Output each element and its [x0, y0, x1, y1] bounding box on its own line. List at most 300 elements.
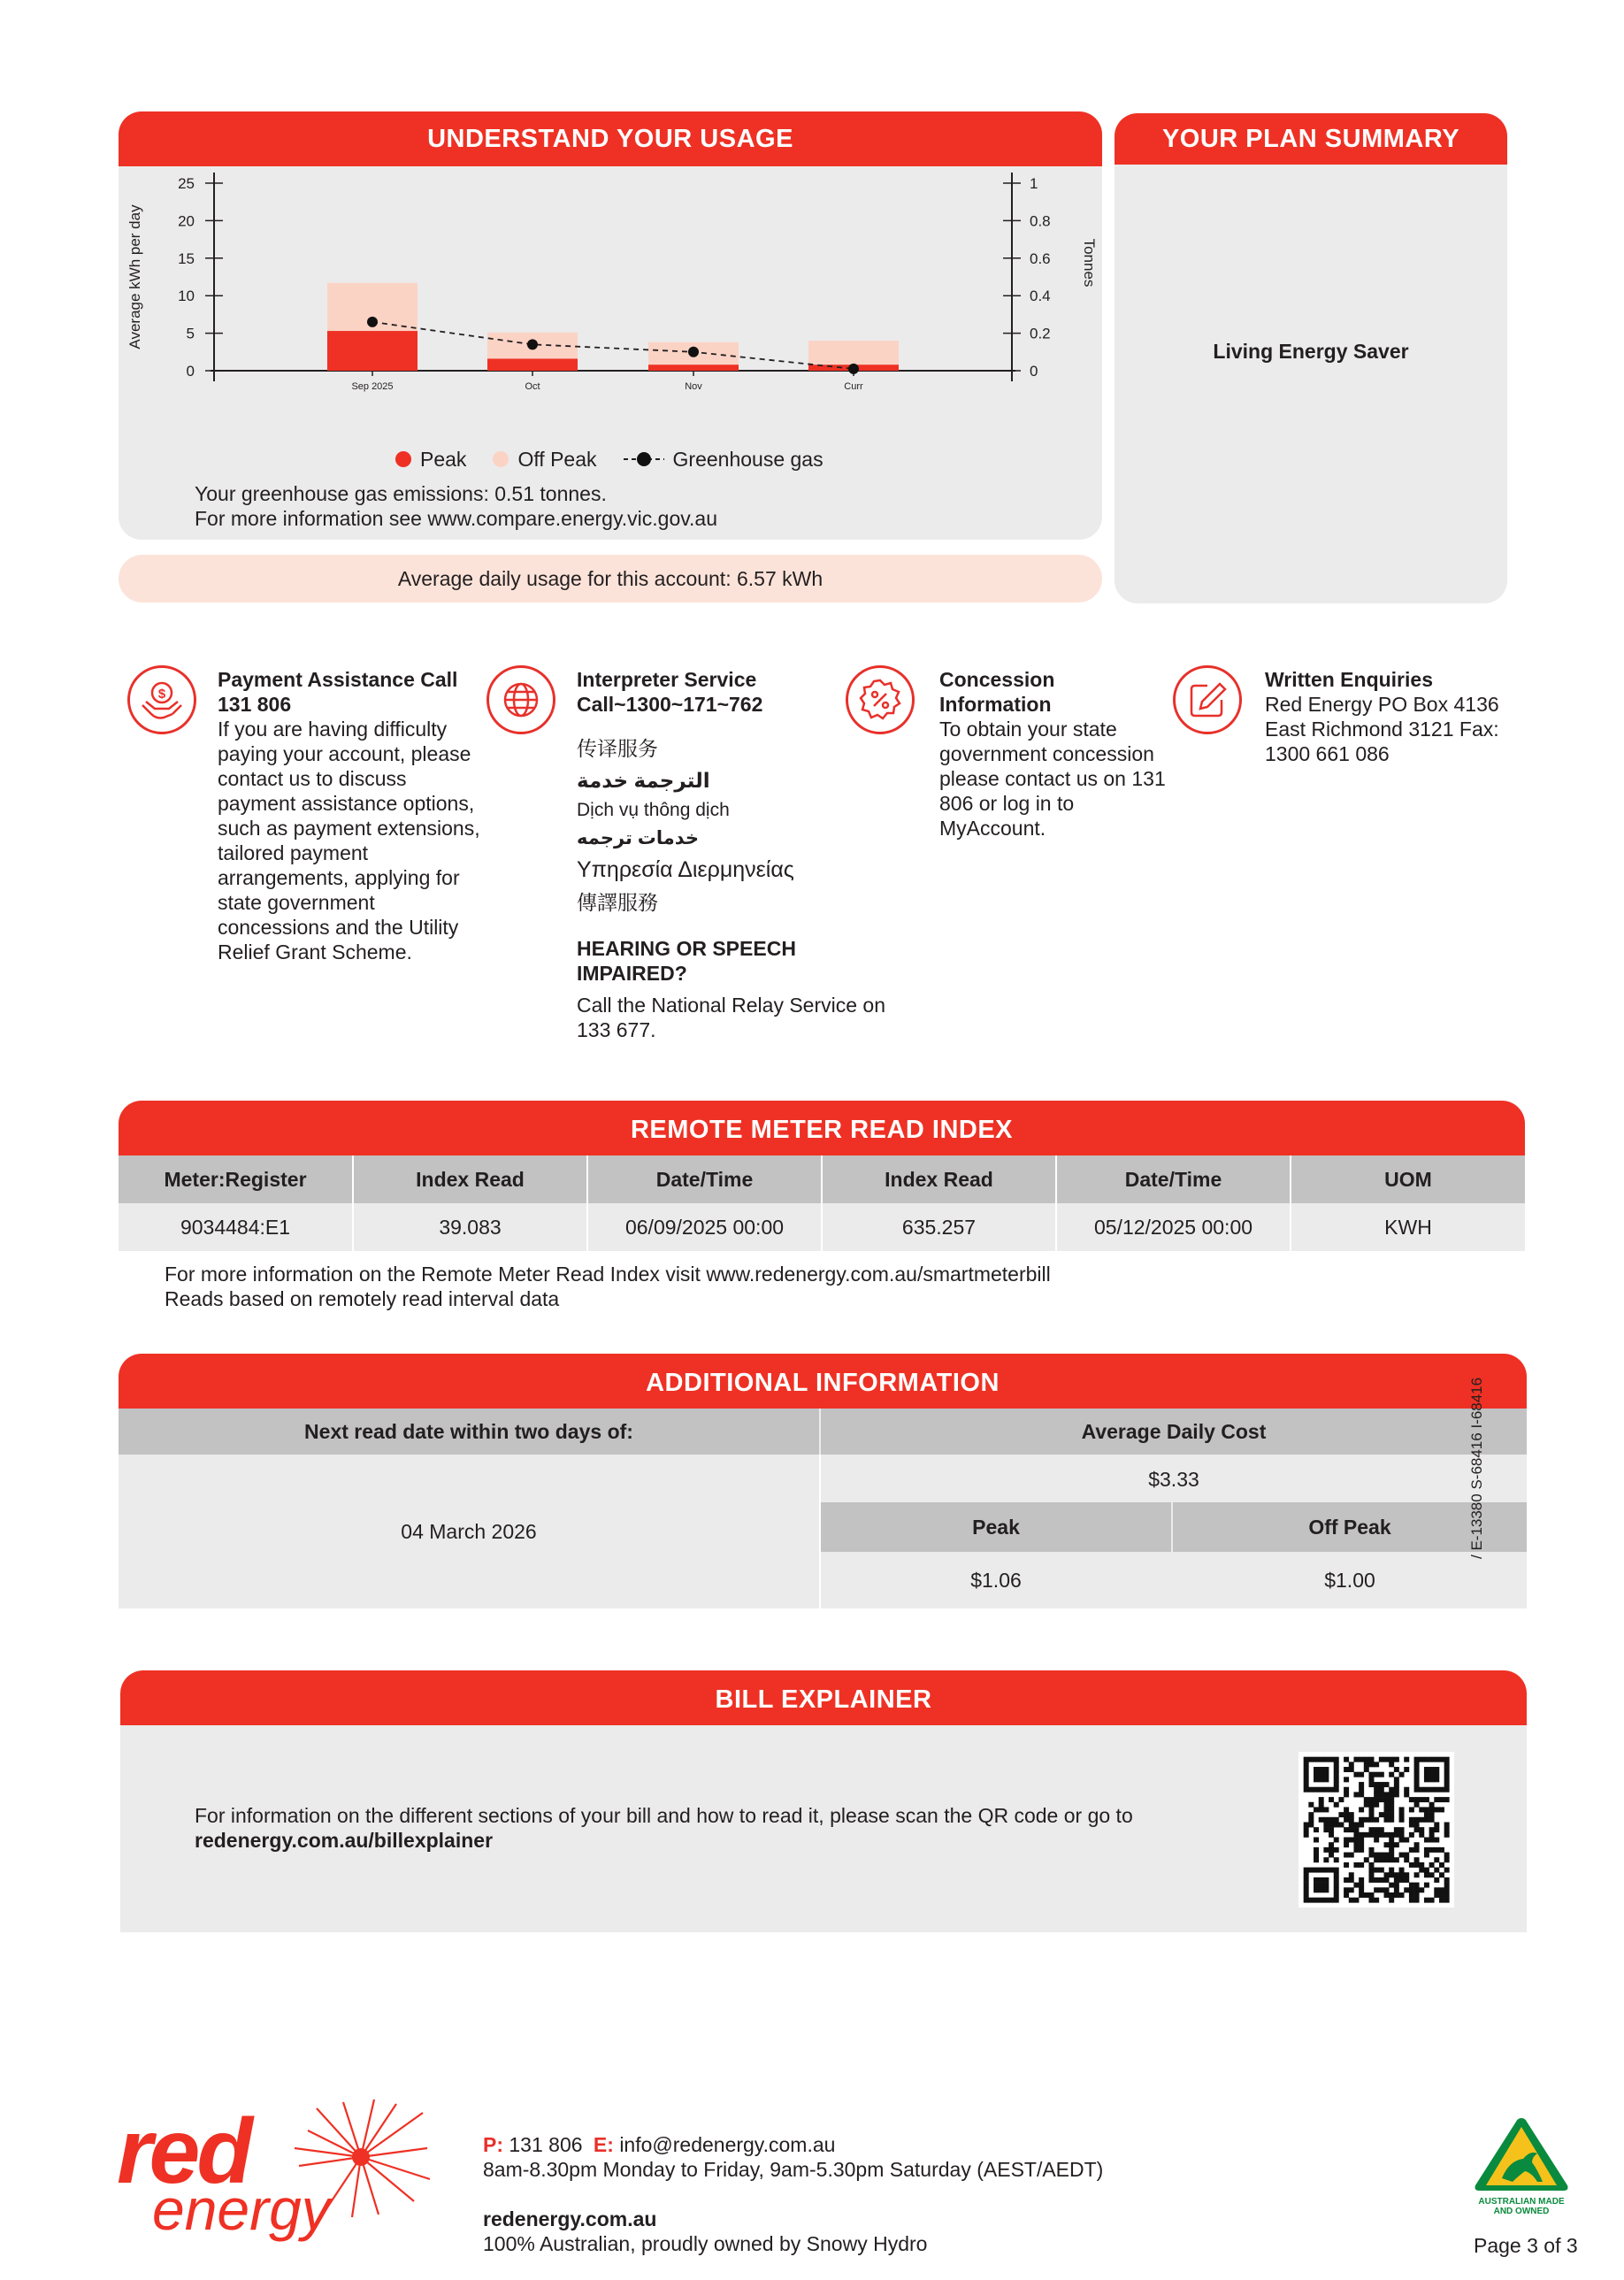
qr-module: [1304, 1772, 1309, 1777]
qr-module: [1368, 1802, 1374, 1808]
hearing-title-2: IMPAIRED?: [577, 962, 687, 985]
qr-module: [1434, 1847, 1439, 1853]
y2-tick-label: 0.6: [1030, 249, 1051, 267]
qr-module: [1334, 1887, 1339, 1892]
qr-module: [1329, 1847, 1334, 1853]
qr-module: [1409, 1898, 1414, 1903]
qr-module: [1349, 1827, 1354, 1832]
qr-module: [1389, 1857, 1394, 1862]
qr-module: [1334, 1838, 1339, 1843]
y2-tick-label: 0.8: [1030, 212, 1051, 230]
qr-module: [1439, 1757, 1444, 1762]
qr-module: [1424, 1872, 1429, 1877]
qr-module: [1384, 1892, 1390, 1898]
qr-module: [1308, 1787, 1314, 1793]
side-code: / E-13380 S-68416 I-68416: [1468, 1377, 1485, 1559]
qr-module: [1314, 1827, 1319, 1832]
concession-title-2: Information: [939, 693, 1052, 716]
next-read-value: 04 March 2026: [401, 1520, 537, 1543]
concession-title: Concession: [939, 668, 1055, 691]
qr-module: [1323, 1883, 1329, 1888]
qr-module: [1314, 1853, 1319, 1858]
qr-module: [1379, 1812, 1384, 1817]
qr-module: [1419, 1832, 1424, 1838]
qr-module: [1439, 1887, 1444, 1892]
qr-module: [1379, 1827, 1384, 1832]
qr-module: [1389, 1872, 1394, 1877]
qr-module: [1374, 1827, 1379, 1832]
footer-email[interactable]: info@redenergy.com.au: [619, 2133, 836, 2156]
qr-module: [1349, 1822, 1354, 1827]
qr-module: [1444, 1772, 1450, 1777]
qr-module: [1344, 1827, 1349, 1832]
bar-peak: [487, 358, 578, 371]
qr-module: [1399, 1772, 1405, 1777]
qr-module: [1359, 1807, 1364, 1812]
qr-module: [1404, 1857, 1409, 1862]
qr-module: [1323, 1887, 1329, 1892]
qr-module: [1323, 1827, 1329, 1832]
qr-module: [1434, 1807, 1439, 1812]
col-index-read-2: Index Read: [822, 1155, 1056, 1203]
qr-module: [1368, 1877, 1374, 1883]
qr-module: [1384, 1887, 1390, 1892]
qr-module: [1308, 1868, 1314, 1873]
qr-module: [1319, 1868, 1324, 1873]
avg-cost-value: $3.33: [1148, 1468, 1199, 1491]
plan-title: YOUR PLAN SUMMARY: [1115, 113, 1507, 165]
lang-chinese-traditional: 傳譯服務: [577, 891, 658, 914]
explainer-link[interactable]: redenergy.com.au/billexplainer: [195, 1829, 494, 1852]
qr-module: [1364, 1757, 1369, 1762]
qr-module: [1444, 1857, 1450, 1862]
qr-module: [1414, 1757, 1420, 1762]
qr-module: [1394, 1887, 1399, 1892]
svg-text:$: $: [157, 687, 166, 702]
qr-module: [1409, 1862, 1414, 1868]
footer-hours: 8am-8.30pm Monday to Friday, 9am-5.30pm Saturday (AEST/AEDT): [483, 2158, 1104, 2181]
qr-module: [1314, 1887, 1319, 1892]
qr-module: [1424, 1767, 1429, 1772]
qr-module: [1349, 1817, 1354, 1823]
qr-module: [1308, 1757, 1314, 1762]
qr-module: [1389, 1787, 1394, 1793]
qr-module: [1353, 1842, 1359, 1847]
payment-title: Payment Assistance Call: [218, 668, 458, 691]
emissions-text: Your greenhouse gas emissions: 0.51 tonnes.: [195, 482, 607, 505]
qr-module: [1374, 1887, 1379, 1892]
qr-module: [1389, 1832, 1394, 1838]
avg-cost-label: Average Daily Cost: [821, 1409, 1527, 1455]
qr-module: [1444, 1868, 1450, 1873]
qr-module: [1344, 1862, 1349, 1868]
qr-module: [1359, 1792, 1364, 1797]
meter-note-2: Reads based on remotely read interval data: [165, 1287, 560, 1310]
y2-tick-label: 0.2: [1030, 325, 1051, 342]
qr-module: [1368, 1862, 1374, 1868]
qr-module: [1434, 1767, 1439, 1772]
page-number: Page 3 of 3: [1474, 2234, 1578, 2257]
qr-module: [1334, 1892, 1339, 1898]
qr-module: [1334, 1782, 1339, 1787]
qr-module: [1409, 1797, 1414, 1802]
qr-module: [1389, 1883, 1394, 1888]
qr-module: [1444, 1762, 1450, 1767]
meter-header-row: [119, 1155, 1525, 1203]
y2-tick-label: 1: [1030, 175, 1038, 192]
bar-peak: [648, 365, 739, 371]
qr-module: [1414, 1822, 1420, 1827]
qr-module: [1419, 1862, 1424, 1868]
qr-module: [1434, 1877, 1439, 1883]
lang-vietnamese: Dịch vụ thông dịch: [577, 800, 730, 820]
qr-module: [1359, 1772, 1364, 1777]
qr-module: [1404, 1757, 1409, 1762]
qr-module: [1323, 1767, 1329, 1772]
qr-module: [1409, 1892, 1414, 1898]
qr-module: [1368, 1872, 1374, 1877]
footer-phone[interactable]: 131 806: [509, 2133, 583, 2156]
qr-module: [1338, 1797, 1344, 1802]
qr-module: [1329, 1757, 1334, 1762]
qr-module: [1414, 1817, 1420, 1823]
qr-module: [1384, 1872, 1390, 1877]
qr-module: [1419, 1827, 1424, 1832]
offpeak-label: Off Peak: [1173, 1502, 1527, 1552]
qr-module: [1319, 1772, 1324, 1777]
qr-module: [1334, 1898, 1339, 1903]
qr-module: [1414, 1883, 1420, 1888]
qr-module: [1394, 1767, 1399, 1772]
qr-module: [1319, 1797, 1324, 1802]
qr-module: [1414, 1782, 1420, 1787]
qr-module: [1424, 1868, 1429, 1873]
qr-module: [1334, 1822, 1339, 1827]
qr-module: [1359, 1892, 1364, 1898]
qr-module: [1344, 1817, 1349, 1823]
qr-module: [1434, 1797, 1439, 1802]
qr-module: [1359, 1847, 1364, 1853]
qr-module: [1344, 1838, 1349, 1843]
qr-module: [1359, 1842, 1364, 1847]
x-tick-label: Nov: [685, 381, 702, 392]
edit-icon: [1173, 665, 1242, 734]
y-axis-label: Average kWh per day: [126, 204, 143, 349]
qr-module: [1404, 1853, 1409, 1858]
qr-module: [1414, 1797, 1420, 1802]
qr-module: [1323, 1868, 1329, 1873]
qr-module: [1304, 1887, 1309, 1892]
table-row: [119, 1203, 1525, 1251]
legend-peak: Peak: [420, 447, 467, 471]
qr-module: [1334, 1777, 1339, 1782]
qr-module: [1389, 1802, 1394, 1808]
footer-ownership: 100% Australian, proudly owned by Snowy Hydro: [483, 2232, 928, 2255]
qr-module: [1389, 1853, 1394, 1858]
qr-module: [1319, 1807, 1324, 1812]
qr-module: [1374, 1802, 1379, 1808]
legend-peak-swatch: [395, 451, 411, 467]
qr-module: [1434, 1887, 1439, 1892]
legend-ghg-swatch: [624, 450, 664, 468]
qr-module: [1409, 1822, 1414, 1827]
ghg-point: [688, 347, 699, 357]
qr-module: [1404, 1887, 1409, 1892]
qr-module: [1384, 1802, 1390, 1808]
qr-module: [1444, 1853, 1450, 1858]
qr-module: [1434, 1892, 1439, 1898]
qr-module: [1374, 1898, 1379, 1903]
qr-module: [1368, 1853, 1374, 1858]
footer-website[interactable]: redenergy.com.au: [483, 2207, 657, 2230]
qr-module: [1314, 1898, 1319, 1903]
qr-module: [1334, 1757, 1339, 1762]
qr-module: [1329, 1898, 1334, 1903]
qr-module: [1334, 1877, 1339, 1883]
qr-module: [1353, 1898, 1359, 1903]
qr-module: [1434, 1827, 1439, 1832]
peak-label: Peak: [821, 1502, 1171, 1552]
logo-splash-icon: [290, 2095, 432, 2219]
phone-label: P:: [483, 2133, 503, 2156]
qr-module: [1319, 1817, 1324, 1823]
peak-value: $1.06: [970, 1569, 1022, 1592]
usage-chart: [119, 166, 1102, 432]
qr-module: [1334, 1857, 1339, 1862]
legend-offpeak: Off Peak: [517, 447, 597, 471]
y-tick-label: 5: [186, 325, 195, 342]
col-uom: UOM: [1291, 1155, 1525, 1203]
plan-panel: [1115, 113, 1507, 603]
qr-module: [1409, 1883, 1414, 1888]
y2-tick-label: 0.4: [1030, 288, 1051, 305]
qr-module: [1444, 1883, 1450, 1888]
qr-module: [1368, 1772, 1374, 1777]
explainer-title: BILL EXPLAINER: [120, 1670, 1527, 1725]
qr-module: [1414, 1862, 1420, 1868]
interpreter-info: [577, 667, 895, 1042]
interpreter-phone: Call~1300~171~762: [577, 693, 763, 716]
qr-module: [1344, 1853, 1349, 1858]
qr-module: [1368, 1777, 1374, 1782]
qr-module: [1414, 1787, 1420, 1793]
qr-module: [1374, 1838, 1379, 1843]
qr-module: [1424, 1817, 1429, 1823]
cell-meter-register: 9034484:E1: [119, 1203, 353, 1251]
qr-module: [1374, 1787, 1379, 1793]
qr-module: [1414, 1872, 1420, 1877]
qr-module: [1319, 1767, 1324, 1772]
qr-module: [1349, 1887, 1354, 1892]
qr-module: [1314, 1787, 1319, 1793]
qr-module: [1379, 1757, 1384, 1762]
col-meter-register: Meter:Register: [119, 1155, 353, 1203]
qr-module: [1379, 1857, 1384, 1862]
qr-module: [1429, 1827, 1435, 1832]
more-info-text: For more information see www.compare.energy.vic.gov.au: [195, 507, 718, 530]
qr-module: [1359, 1757, 1364, 1762]
qr-module: [1379, 1887, 1384, 1892]
qr-module: [1409, 1817, 1414, 1823]
qr-module: [1394, 1827, 1399, 1832]
legend-ghg: Greenhouse gas: [672, 447, 823, 471]
payment-phone: 131 806: [218, 693, 292, 716]
written-body: Red Energy PO Box 4136 East Richmond 3121 Fax: 1300 661 086: [1265, 693, 1499, 765]
qr-module: [1394, 1883, 1399, 1888]
kangaroo-triangle-icon: [1468, 2115, 1574, 2192]
qr-module: [1319, 1883, 1324, 1888]
qr-module: [1424, 1797, 1429, 1802]
qr-module: [1384, 1842, 1390, 1847]
interpreter-title: Interpreter Service: [577, 668, 757, 691]
qr-module: [1329, 1868, 1334, 1873]
qr-module: [1308, 1822, 1314, 1827]
additional-grid: [119, 1409, 1527, 1608]
bar-peak: [327, 331, 417, 371]
qr-module: [1444, 1877, 1450, 1883]
qr-module: [1424, 1853, 1429, 1858]
qr-module: [1349, 1898, 1354, 1903]
col-index-read-1: Index Read: [353, 1155, 587, 1203]
qr-module: [1304, 1898, 1309, 1903]
qr-module: [1338, 1822, 1344, 1827]
qr-module: [1329, 1853, 1334, 1858]
qr-module: [1329, 1832, 1334, 1838]
qr-module: [1414, 1842, 1420, 1847]
qr-module: [1424, 1787, 1429, 1793]
qr-module: [1374, 1762, 1379, 1767]
qr-module: [1379, 1868, 1384, 1873]
qr-module: [1368, 1817, 1374, 1823]
y-tick-label: 15: [178, 249, 195, 267]
qr-module: [1429, 1767, 1435, 1772]
qr-module: [1359, 1887, 1364, 1892]
cell-datetime-2: 05/12/2025 00:00: [1056, 1203, 1291, 1251]
ghg-point: [367, 317, 378, 327]
cell-uom: KWH: [1291, 1203, 1525, 1251]
qr-module: [1399, 1817, 1405, 1823]
qr-module: [1429, 1807, 1435, 1812]
qr-module: [1314, 1847, 1319, 1853]
qr-module: [1429, 1802, 1435, 1808]
qr-module: [1304, 1892, 1309, 1898]
qr-module: [1434, 1772, 1439, 1777]
qr-module: [1334, 1762, 1339, 1767]
qr-module: [1419, 1817, 1424, 1823]
qr-module: [1429, 1838, 1435, 1843]
qr-module: [1349, 1767, 1354, 1772]
qr-module: [1404, 1838, 1409, 1843]
qr-module: [1389, 1762, 1394, 1767]
qr-module: [1308, 1802, 1314, 1808]
usage-panel: [119, 111, 1102, 540]
qr-module: [1409, 1887, 1414, 1892]
qr-module: [1319, 1777, 1324, 1782]
qr-module: [1444, 1757, 1450, 1762]
qr-module: [1359, 1862, 1364, 1868]
qr-module: [1374, 1817, 1379, 1823]
avg-daily-usage: Average daily usage for this account: 6.57 kWh: [119, 555, 1102, 603]
offpeak-value: $1.00: [1324, 1569, 1375, 1592]
qr-module: [1399, 1832, 1405, 1838]
x-tick-label: Curr: [844, 381, 863, 392]
qr-module: [1359, 1877, 1364, 1883]
qr-module: [1304, 1787, 1309, 1793]
australian-made-text: AUSTRALIAN MADE AND OWNED: [1478, 2197, 1565, 2216]
qr-module: [1439, 1847, 1444, 1853]
qr-module: [1424, 1757, 1429, 1762]
qr-module: [1389, 1868, 1394, 1873]
lang-arabic: الترجمة خدمة: [577, 769, 710, 792]
qr-module: [1419, 1797, 1424, 1802]
qr-module: [1409, 1807, 1414, 1812]
qr-module: [1389, 1772, 1394, 1777]
qr-module: [1414, 1802, 1420, 1808]
qr-module: [1384, 1792, 1390, 1797]
qr-module: [1359, 1787, 1364, 1793]
ghg-point: [527, 339, 538, 349]
qr-module: [1434, 1857, 1439, 1862]
qr-module: [1304, 1777, 1309, 1782]
qr-module: [1409, 1847, 1414, 1853]
qr-module: [1424, 1838, 1429, 1843]
qr-module: [1399, 1827, 1405, 1832]
qr-module: [1389, 1797, 1394, 1802]
qr-module: [1374, 1857, 1379, 1862]
x-tick-label: Oct: [525, 381, 540, 392]
qr-module: [1353, 1847, 1359, 1853]
qr-module: [1334, 1847, 1339, 1853]
qr-module: [1353, 1827, 1359, 1832]
qr-module: [1414, 1847, 1420, 1853]
next-read-label: Next read date within two days of:: [119, 1409, 819, 1455]
lang-greek: Υπηρεσία Διερμηνείας: [577, 857, 794, 882]
qr-module: [1419, 1757, 1424, 1762]
qr-module: [1308, 1898, 1314, 1903]
qr-module: [1334, 1802, 1339, 1808]
qr-module: [1304, 1757, 1309, 1762]
qr-module: [1424, 1777, 1429, 1782]
hearing-title: HEARING OR SPEECH: [577, 937, 796, 960]
qr-module: [1389, 1757, 1394, 1762]
qr-module: [1368, 1827, 1374, 1832]
qr-module: [1368, 1898, 1374, 1903]
ghg-line: [372, 322, 854, 369]
qr-module: [1314, 1807, 1319, 1812]
qr-module: [1384, 1812, 1390, 1817]
qr-module: [1359, 1817, 1364, 1823]
qr-module: [1374, 1782, 1379, 1787]
qr-module: [1444, 1827, 1450, 1832]
qr-module: [1319, 1787, 1324, 1793]
qr-module: [1394, 1857, 1399, 1862]
qr-module: [1429, 1898, 1435, 1903]
qr-module: [1394, 1757, 1399, 1762]
qr-module: [1344, 1877, 1349, 1883]
qr-module: [1304, 1868, 1309, 1873]
qr-module: [1368, 1807, 1374, 1812]
qr-module: [1344, 1767, 1349, 1772]
qr-code-icon[interactable]: [1298, 1752, 1454, 1908]
qr-module: [1364, 1767, 1369, 1772]
qr-module: [1364, 1857, 1369, 1862]
qr-module: [1439, 1892, 1444, 1898]
qr-module: [1409, 1832, 1414, 1838]
qr-module: [1323, 1807, 1329, 1812]
qr-module: [1389, 1892, 1394, 1898]
qr-module: [1429, 1787, 1435, 1793]
qr-module: [1394, 1892, 1399, 1898]
